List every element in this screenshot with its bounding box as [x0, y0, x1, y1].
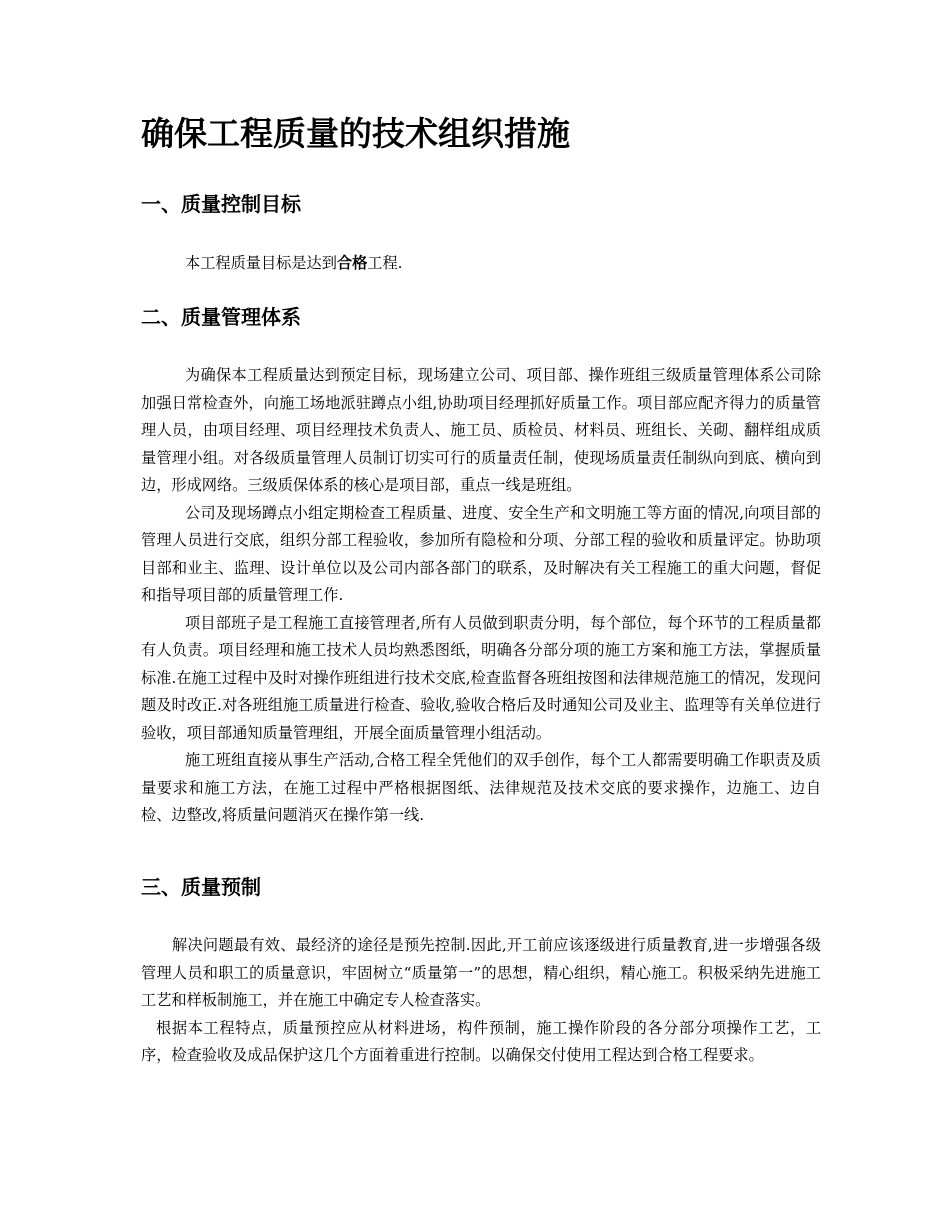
- management-system-body: [141, 362, 821, 830]
- section-heading-management-system: 二、质量管理体系: [141, 305, 301, 329]
- management-paragraph-1: 为确保本工程质量达到预定目标，现场建立公司、项目部、操作班组三级质量管理体系公司除加强日常检查外，向施工场地派驻蹲点小组,协助项目经理抓好质量工作。项目部应配齐得力的质量管理人员，由项目经理、项目经理技术负责人、施工员、质检员、材料员、班组长、关砌、翻样组成质量管理小组。对各级质量管理人员制订切实可行的质量责任制，使现场质量责任制纵向到底、横向到边，形成网络。三级质保体系的核心是项目部，重点一线是班组。: [141, 366, 821, 494]
- section-heading-quality-precontrol: 三、质量预制: [141, 875, 261, 899]
- management-paragraph-4: 施工班组直接从事生产活动,合格工程全凭他们的双手创作，每个工人都需要明确工作职责及质量要求和施工方法，在施工过程中严格根据图纸、法律规范及技术交底的要求操作，边施工、边自检、边整改,将质量问题消灭在操作第一线.: [141, 751, 821, 824]
- precontrol-body: [141, 932, 821, 1070]
- document-title: 确保工程质量的技术组织措施: [141, 114, 570, 153]
- section-heading-quality-target: 一、质量控制目标: [141, 192, 301, 216]
- precontrol-paragraph-1: 解决问题最有效、最经济的途径是预先控制.因此,开工前应该逐级进行质量教育,进一步增强各级管理人员和职工的质量意识，牢固树立“质量第一”的思想，精心组织，精心施工。积极采纳先进施工工艺和样板制施工，并在施工中确定专人检查落实。: [141, 936, 821, 1009]
- precontrol-paragraph-2: 根据本工程特点，质量预控应从材料进场，构件预制，施工操作阶段的各分部分项操作工艺，工序，检查验收及成品保护这几个方面着重进行控制。以确保交付使用工程达到合格工程要求。: [141, 1018, 821, 1064]
- quality-target-bold: 合格: [336, 254, 368, 272]
- quality-target-text-before: 本工程质量目标是达到: [185, 254, 337, 272]
- management-paragraph-3: 项目部班子是工程施工直接管理者,所有人员做到职责分明，每个部位，每个环节的工程质量都有人负责。项目经理和施工技术人员均熟悉图纸，明确各分部分项的施工方案和施工方法，掌握质量标准.在施工过程中及时对操作班组进行技术交底,检查监督各班组按图和法律规范施工的情况，发现问题及时改正.对各班组施工质量进行检查、验收,验收合格后及时通知公司及业主、监理等有关单位进行验收，项目部通知质量管理组，开展全面质量管理小组活动。: [141, 613, 821, 742]
- quality-target-text-after: 工程.: [367, 254, 403, 272]
- quality-target-paragraph: [141, 250, 821, 278]
- management-paragraph-2: 公司及现场蹲点小组定期检查工程质量、进度、安全生产和文明施工等方面的情况,向项目部的管理人员进行交底，组织分部工程验收，参加所有隐检和分项、分部工程的验收和质量评定。协助项目部和业主、监理、设计单位以及公司内部各部门的联系，及时解决有关工程施工的重大问题，督促和指导项目部的质量管理工作.: [141, 503, 821, 604]
